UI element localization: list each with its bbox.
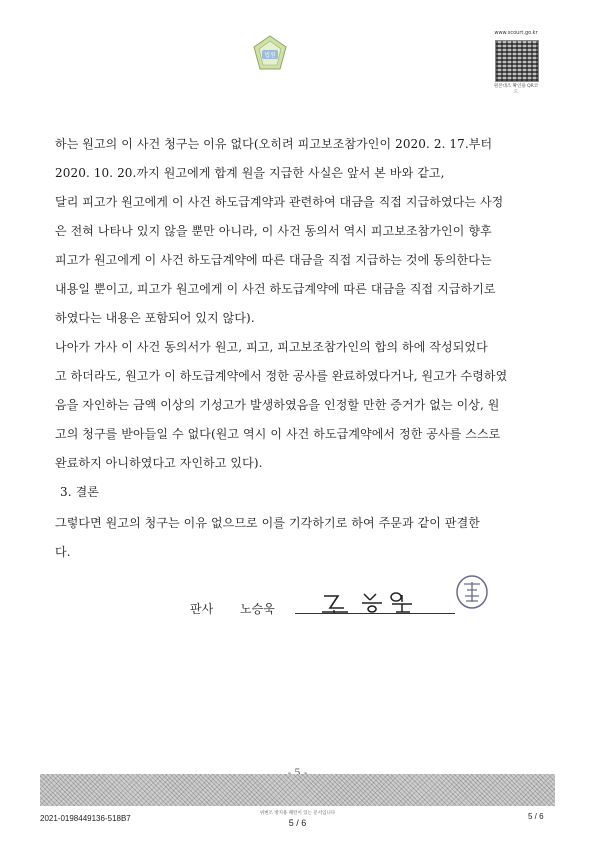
body-line: 하는 원고의 이 사건 청구는 이유 없다(오히려 피고보조참가인이 2020. 2. 17.부터 <box>55 137 493 151</box>
judge-name: 노승욱 <box>240 602 275 616</box>
page-number: 5 / 6 <box>288 818 307 828</box>
body-line: 완료하지 아니하였다고 자인하고 있다). <box>55 456 263 470</box>
conclusion-line: 그렇다면 원고의 청구는 이유 없으므로 이를 기각하기로 하여 주문과 같이 판결한 <box>55 516 480 530</box>
svg-text:법원: 법원 <box>264 52 276 59</box>
body-line: 2020. 10. 20.까지 원고에게 합계 원을 지급한 사실은 앞서 본 바와 같고, <box>55 166 445 180</box>
body-line: 음을 자인하는 금액 이상의 기성고가 발생하였음을 인정할 만한 증거가 없는 이상, 원 <box>55 398 500 412</box>
qr-caption: 원본대조 확인용 QR코드 <box>493 84 539 95</box>
page-number-right: 5 / 6 <box>528 812 544 821</box>
section-heading: 3. 결론 <box>60 485 99 499</box>
body-line: 피고가 원고에게 이 사건 하도급계약에 따른 대금을 직접 지급하는 것에 동의한다는 <box>55 253 492 267</box>
body-line: 달리 피고가 원고에게 이 사건 하도급계약과 관련하여 대금을 직접 지급하였다는 사정 <box>55 195 504 209</box>
body-line: 내용일 뿐이고, 피고가 원고에게 이 사건 하도급계약에 따른 대금을 직접 지급하기로 <box>55 282 496 296</box>
handwritten-signature <box>318 588 428 614</box>
court-emblem-icon <box>252 35 288 71</box>
judge-role-label: 판사 <box>190 602 214 616</box>
site-url: www.scourt.go.kr <box>494 30 538 36</box>
anti-forgery-pattern <box>40 774 555 806</box>
body-line: 은 전혀 나타나 있지 않을 뿐만 아니라, 이 사건 동의서 역시 피고보조참가인이 향후 <box>55 224 492 238</box>
verification-qr-code <box>495 40 539 82</box>
official-seal-icon <box>455 574 489 610</box>
document-id: 2021-0198449136-518B7 <box>40 814 131 823</box>
body-line: 나아가 가사 이 사건 동의서가 원고, 피고, 피고보조참가인의 합의 하에 작성되었다 <box>55 340 488 354</box>
body-line: 하였다는 내용은 포함되어 있지 않다). <box>55 311 255 325</box>
body-line: 고 하더라도, 원고가 이 하도급계약에서 정한 공사를 완료하였다거나, 원고가 수령하였 <box>55 369 508 383</box>
footer-notice: 위변조 방지용 패턴이 있는 문서입니다 <box>259 811 336 816</box>
body-line: 고의 청구를 받아들일 수 없다(원고 역시 이 사건 하도급계약에서 정한 공사를 스스로 <box>55 427 501 441</box>
conclusion-line: 다. <box>55 545 71 559</box>
signature-line <box>295 613 455 614</box>
